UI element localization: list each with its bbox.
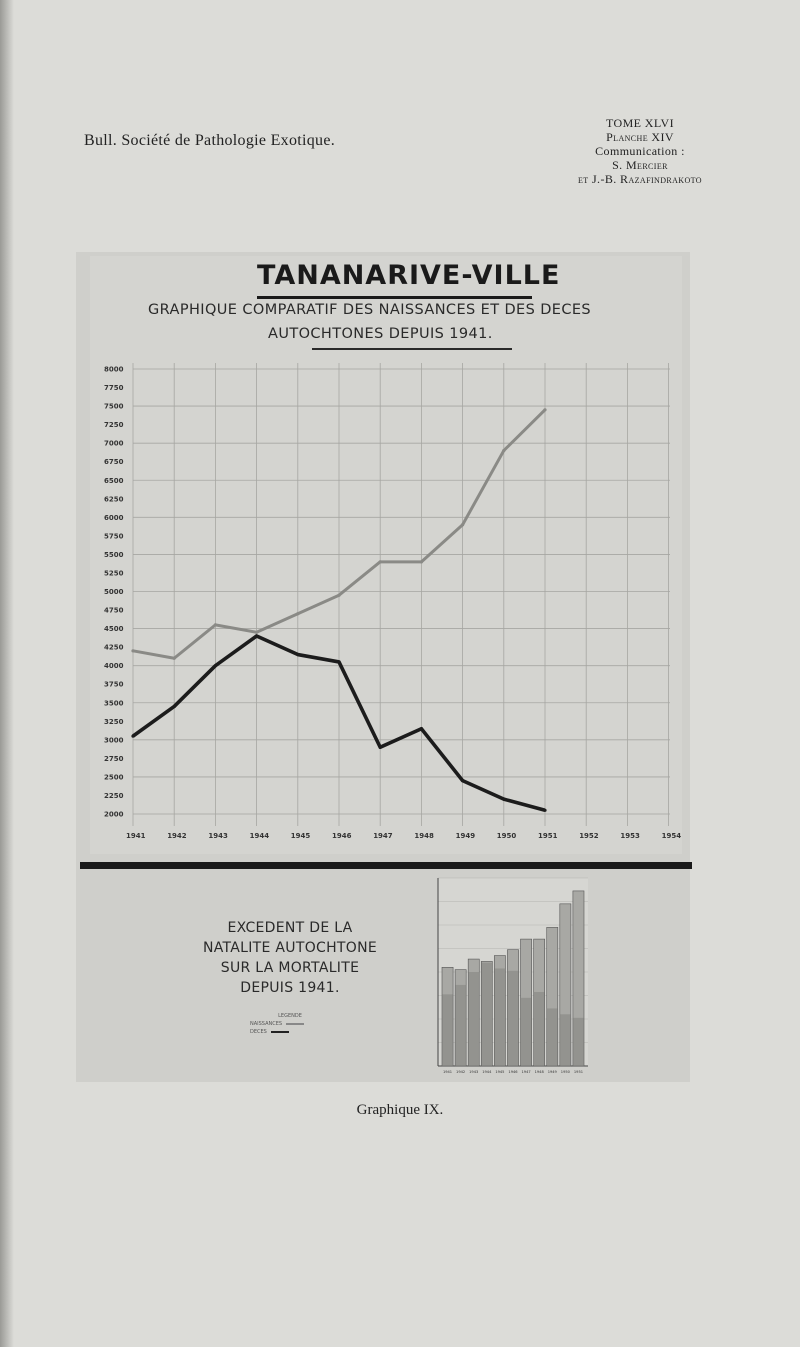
x-tick-label: 1950 <box>496 832 517 840</box>
x-tick-label: 1948 <box>414 832 434 840</box>
y-tick-label: 2000 <box>104 810 124 819</box>
tome-line: TOME XLVI <box>606 116 674 130</box>
y-tick-label: 7250 <box>104 421 124 430</box>
bar-deces <box>455 985 466 1066</box>
x-tick-label: 1954 <box>661 832 682 840</box>
journal-header: Bull. Société de Pathologie Exotique. <box>84 132 336 149</box>
y-tick-label: 5250 <box>104 569 124 578</box>
y-tick-label: 7000 <box>104 439 124 448</box>
bar-deces <box>494 968 505 1066</box>
x-tick-label: 1949 <box>455 832 476 840</box>
legend-label-deces: DECES <box>250 1029 267 1035</box>
chart-subtitle-line-2: AUTOCHTONES DEPUIS 1941. <box>268 326 493 342</box>
y-tick-label: 3000 <box>104 736 124 745</box>
bar-category-label: 1948 <box>534 1070 544 1074</box>
bar-deces <box>560 1014 571 1066</box>
x-tick-label: 1944 <box>249 832 270 840</box>
y-tick-label: 2250 <box>104 791 124 800</box>
x-tick-label: 1943 <box>208 832 228 840</box>
y-tick-label: 2500 <box>104 773 124 782</box>
bar-title-line-4: DEPUIS 1941. <box>240 980 340 996</box>
bar-deces <box>573 1018 584 1066</box>
x-tick-label: 1952 <box>579 832 599 840</box>
y-tick-label: 3250 <box>104 717 124 726</box>
legend-title: LEGENDE <box>278 1013 302 1019</box>
y-tick-label: 6500 <box>104 476 124 485</box>
author-line-1: S. Mercier <box>612 158 668 172</box>
communication-line: Communication : <box>595 144 685 158</box>
bar-deces <box>547 1008 558 1066</box>
y-tick-label: 8000 <box>104 365 124 374</box>
figure-caption: Graphique IX. <box>356 1102 444 1118</box>
x-tick-label: 1941 <box>126 832 146 840</box>
y-tick-label: 4750 <box>104 606 124 615</box>
x-tick-label: 1953 <box>620 832 640 840</box>
bar-category-label: 1947 <box>521 1070 531 1074</box>
y-tick-label: 3500 <box>104 699 124 708</box>
chart-title: TANANARIVE-VILLE <box>257 260 561 291</box>
bar-title-line-2: NATALITE AUTOCHTONE <box>202 940 378 956</box>
bar-category-label: 1942 <box>456 1070 466 1074</box>
y-tick-label: 6000 <box>104 513 124 522</box>
bar-category-label: 1941 <box>442 1070 453 1074</box>
y-tick-label: 3750 <box>104 680 124 689</box>
bar-category-label: 1950 <box>560 1070 570 1074</box>
bar-category-label: 1945 <box>495 1070 505 1074</box>
bar-deces <box>481 963 492 1066</box>
y-tick-label: 4250 <box>104 643 124 652</box>
y-tick-label: 5000 <box>104 588 124 596</box>
y-tick-label: 4000 <box>104 662 124 671</box>
y-tick-label: 6250 <box>104 495 124 504</box>
y-tick-label: 4500 <box>104 625 124 634</box>
bar-category-label: 1951 <box>573 1070 584 1074</box>
y-tick-label: 7750 <box>104 384 124 393</box>
bar-deces <box>468 972 479 1066</box>
x-tick-label: 1951 <box>538 832 558 840</box>
bar-category-label: 1949 <box>547 1070 557 1074</box>
bar-category-label: 1944 <box>482 1070 492 1074</box>
bar-deces <box>521 998 532 1066</box>
bar-title-line-1: EXCEDENT DE LA <box>227 920 353 936</box>
y-tick-label: 5750 <box>104 532 124 541</box>
bar-deces <box>442 994 453 1066</box>
chart-subtitle-line-1: GRAPHIQUE COMPARATIF DES NAISSANCES ET DES DECES <box>148 302 592 318</box>
bar-title-line-3: SUR LA MORTALITE <box>220 960 360 976</box>
x-tick-label: 1946 <box>332 832 352 840</box>
bar-category-label: 1946 <box>508 1070 518 1074</box>
bar-deces <box>534 992 545 1066</box>
legend-label-naissances: NAISSANCES <box>250 1021 283 1027</box>
y-tick-label: 7500 <box>104 402 124 411</box>
bar-category-label: 1943 <box>469 1070 479 1074</box>
author-line-2: et J.-B. Razafindrakoto <box>578 172 702 186</box>
x-tick-label: 1945 <box>290 832 311 840</box>
y-tick-label: 5500 <box>104 550 124 559</box>
planche-line: Planche XIV <box>606 130 674 144</box>
x-tick-label: 1947 <box>373 832 393 840</box>
x-tick-label: 1942 <box>167 832 187 840</box>
bar-deces <box>507 971 518 1066</box>
y-tick-label: 6750 <box>104 458 124 467</box>
y-tick-label: 2750 <box>104 754 124 763</box>
